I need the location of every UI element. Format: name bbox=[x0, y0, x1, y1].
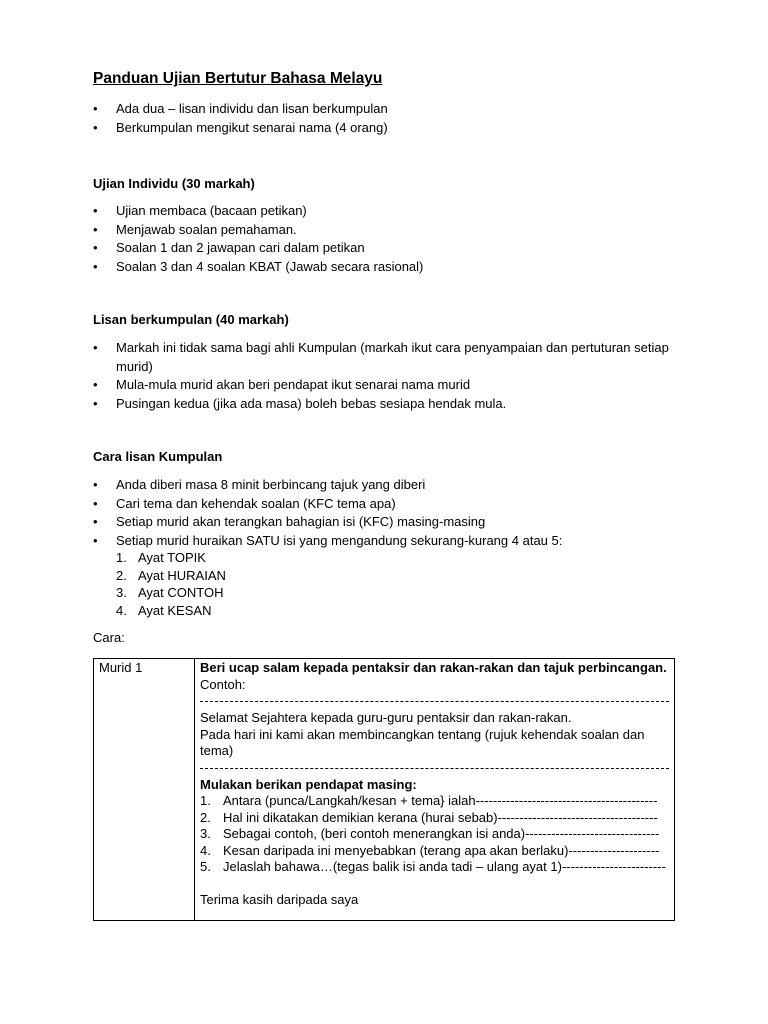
intro-list bbox=[93, 100, 683, 137]
cara-list bbox=[93, 476, 683, 550]
list-item: • Ada dua – lisan individu dan lisan berkumpulan bbox=[93, 100, 683, 119]
cara-label: Cara: bbox=[93, 630, 125, 645]
step-fill: ------------------------------------- bbox=[497, 809, 658, 825]
step-text: Kesan daripada ini menyebabkan (terang apa akan berlaku) bbox=[223, 842, 569, 858]
item-text: Ayat HURAIAN bbox=[138, 567, 226, 583]
step-fill: ------------------------------------------ bbox=[475, 793, 658, 808]
list-item: • Setiap murid akan terangkan bahagian isi (KFC) masing-masing bbox=[93, 513, 683, 532]
step-row bbox=[200, 826, 669, 843]
list-item: • Soalan 3 dan 4 soalan KBAT (Jawab secara rasional) bbox=[93, 258, 683, 277]
heading-lisan-berkumpulan: Lisan berkumpulan (40 markah) bbox=[93, 312, 289, 327]
list-item: • Markah ini tidak sama bagi ahli Kumpulan (markah ikut cara penyampaian dan pertuturan setiap murid) bbox=[93, 339, 683, 376]
item-text: Ayat CONTOH bbox=[138, 585, 224, 600]
ayat-list bbox=[116, 549, 226, 619]
list-item: • Anda diberi masa 8 minit berbincang tajuk yang diberi bbox=[93, 476, 683, 495]
berkumpulan-list bbox=[93, 339, 683, 413]
list-item bbox=[116, 549, 226, 567]
step-number: 3. bbox=[200, 826, 211, 841]
step-text: Hal ini dikatakan demikian kerana (hurai sebab) bbox=[223, 809, 498, 825]
list-item: • Berkumpulan mengikut senarai nama (4 orang) bbox=[93, 119, 683, 138]
list-item: • Ujian membaca (bacaan petikan) bbox=[93, 202, 683, 221]
step-text: Antara (punca/Langkah/kesan + tema} ialah bbox=[223, 793, 476, 808]
heading-ujian-individu: Ujian Individu (30 markah) bbox=[93, 176, 255, 191]
item-number: 1. bbox=[116, 550, 127, 565]
murid-label-cell: Murid 1 bbox=[94, 659, 195, 921]
step-fill: --------------------- bbox=[568, 842, 660, 858]
list-item: • Cari tema dan kehendak soalan (KFC tema apa) bbox=[93, 495, 683, 514]
step-row bbox=[200, 793, 669, 810]
step-row bbox=[200, 843, 669, 860]
intro-instruction: Beri ucap salam kepada pentaksir dan rakan-rakan dan tajuk perbincangan. bbox=[200, 660, 667, 675]
list-item bbox=[116, 602, 226, 620]
item-number: 3. bbox=[116, 585, 127, 600]
item-text: Ayat TOPIK bbox=[138, 550, 206, 565]
item-number: 4. bbox=[116, 602, 127, 618]
step-fill: ------------------------------- bbox=[525, 826, 660, 841]
list-item: • Menjawab soalan pemahaman. bbox=[93, 221, 683, 240]
list-item: • Setiap murid huraikan SATU isi yang mengandung sekurang-kurang 4 atau 5: bbox=[93, 532, 683, 551]
step-row bbox=[200, 810, 669, 827]
individu-list bbox=[93, 202, 683, 276]
salam-line: Pada hari ini kami akan membincangkan tentang (rujuk kehendak soalan dan tema) bbox=[200, 726, 645, 758]
list-item: • Mula-mula murid akan beri pendapat ikut senarai nama murid bbox=[93, 376, 683, 395]
list-item bbox=[116, 584, 226, 602]
list-item: • Pusingan kedua (jika ada masa) boleh bebas sesiapa hendak mula. bbox=[93, 395, 683, 414]
closing-line: Terima kasih daripada saya bbox=[200, 891, 359, 907]
step-number: 1. bbox=[200, 793, 211, 808]
heading-cara-lisan-kumpulan: Cara lisan Kumpulan bbox=[93, 449, 223, 464]
dashed-divider bbox=[200, 768, 669, 769]
item-number: 2. bbox=[116, 567, 127, 583]
salam-line: Selamat Sejahtera kepada guru-guru pentaksir dan rakan-rakan. bbox=[200, 710, 572, 725]
cara-table bbox=[93, 658, 675, 921]
list-item: • Soalan 1 dan 2 jawapan cari dalam petikan bbox=[93, 239, 683, 258]
table-row bbox=[94, 659, 675, 921]
step-row bbox=[200, 859, 669, 876]
step-text: Sebagai contoh, (beri contoh menerangkan isi anda) bbox=[223, 826, 526, 841]
contoh-label: Contoh: bbox=[200, 676, 246, 692]
item-text: Ayat KESAN bbox=[138, 602, 212, 618]
step-text: Jelaslah bahawa…(tegas balik isi anda tadi – ulang ayat 1) bbox=[223, 859, 562, 874]
step-number: 2. bbox=[200, 809, 211, 825]
step-number: 5. bbox=[200, 859, 211, 874]
pendapat-instruction: Mulakan berikan pendapat masing: bbox=[200, 776, 417, 792]
dashed-divider bbox=[200, 701, 669, 702]
murid-content-cell bbox=[195, 659, 675, 921]
step-number: 4. bbox=[200, 842, 211, 858]
list-item bbox=[116, 567, 226, 585]
page-title: Panduan Ujian Bertutur Bahasa Melayu bbox=[93, 70, 383, 87]
spacer bbox=[200, 876, 669, 892]
step-fill: ------------------------ bbox=[561, 859, 666, 874]
